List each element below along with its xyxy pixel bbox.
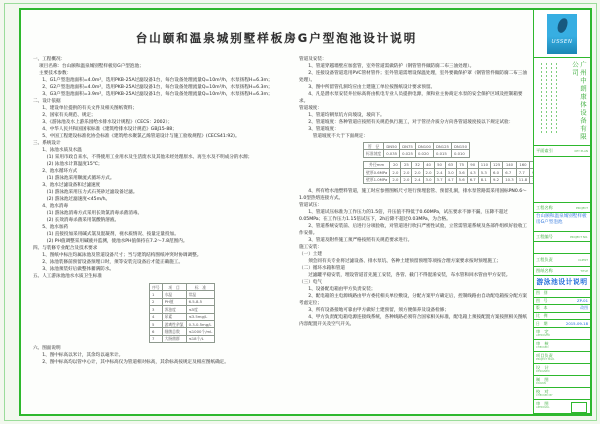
text-line: (1) 游泳池消毒方式采用长效氯消毒杀菌消毒。 <box>33 211 143 216</box>
text-line: 过滤罐平稳安装，埋设管道首先施工安装，各管、截门不得混淆安装，布水管和回水管由甲方安装。 <box>299 273 511 279</box>
page-title: 台山颐和温泉城别墅样板房G户型泡池设计说明 <box>135 31 418 45</box>
table-cell: 细菌总数 <box>162 328 186 335</box>
table-cell: 32 <box>412 161 423 168</box>
water-quality-table <box>149 283 215 343</box>
table-cell: 3.6 <box>456 169 467 176</box>
table-cell: 水温 <box>162 291 186 298</box>
sheet-title-label-en: TITLE <box>580 269 588 273</box>
table-cell: 游离性余氯 <box>162 321 186 328</box>
table-cell: DN150 <box>451 143 469 150</box>
table-cell: 2.4 <box>434 169 445 176</box>
text-line: 5、池水加药 <box>33 225 69 230</box>
company-contact-lines <box>538 61 571 142</box>
table-row <box>150 298 215 305</box>
table-cell: 大肠菌群 <box>162 335 186 342</box>
company-name: 广州中朗康体设备有限公司 <box>571 61 587 141</box>
keyplan-box <box>534 157 590 203</box>
table-cell: ≤5度 <box>186 306 215 313</box>
project-no-label-row <box>534 232 590 242</box>
meta-row-date <box>534 320 590 328</box>
table-cell: 3.7 <box>434 176 445 183</box>
text-line: 主要技术参数： <box>33 71 72 76</box>
text-line: 2、G2户型泡池面积=4.0m²，选用PKB-25A过滤设备1台，每台设备处理流量Q=10m³/h，水泵扬程H=6.3m； <box>33 85 273 90</box>
sign-label: 审 定 <box>536 328 549 334</box>
sign-row-checked <box>534 340 590 352</box>
text-line: 1、管道均朝泵坑方向坡设，坡向下。 <box>299 113 385 118</box>
text-line: （二）循环水箱和管道 <box>299 266 345 272</box>
table-cell: 2.4 <box>412 176 423 183</box>
text-line: 4、所有给水池塑料管道，施工时应参照图纸尺寸进行预埋套管、预留孔洞，排水泵管路需采用国标PN0.6～1.0型热熔连接方式。 <box>299 189 527 202</box>
company-block <box>534 58 590 146</box>
text-line: 4、中华人民共和国国家标准《建筑给排水设计规范》GBJ15-88； <box>33 127 177 132</box>
table-cell: 50 <box>434 161 445 168</box>
project-no-label: 工程编号 <box>536 233 553 239</box>
table-row <box>150 328 215 335</box>
text-line: 4、池水消毒 <box>33 204 69 209</box>
section-drawing-notes <box>33 345 289 366</box>
table-cell: 4.7 <box>445 176 456 183</box>
text-line: 2、连接设备管道选用PVC管材管件；室外管道需增设保温处理，室外要做保护罩（钢管管件做防腐二布三油处理）。 <box>299 71 527 83</box>
text-line: 2、泳池装修前预留设备预埋口时，须等安装完设备后才能正确施工。 <box>33 260 183 265</box>
table-cell: 2.0 <box>401 169 412 176</box>
sign-label: 设 计 <box>536 364 549 370</box>
table-cell: DN100 <box>415 143 433 150</box>
section-pressure-test-and-construction <box>299 202 528 328</box>
table-cell: 3.0 <box>445 169 456 176</box>
table-cell: 壁厚1.0MPa <box>364 176 390 183</box>
table-row <box>150 335 215 342</box>
section-overview-and-design <box>33 56 289 280</box>
table-cell: 6.7 <box>467 176 478 183</box>
table-row <box>150 291 215 298</box>
text-line: 管道试压： <box>299 203 322 209</box>
table-cell: 管 径 <box>364 143 384 150</box>
right-column <box>299 56 528 366</box>
text-line: 3、管道及附件施工须严格按照有关规范要求进行。 <box>299 238 413 244</box>
table-cell: 0.015 <box>433 150 451 157</box>
table-cell: 5.3 <box>478 169 490 176</box>
table-cell: ≤1000个/mL <box>186 328 215 335</box>
table-cell: 5 <box>150 321 163 328</box>
sheet-title-label: 图纸名称 <box>536 268 553 273</box>
table-cell: 6 <box>150 328 163 335</box>
table-cell: 2.0 <box>412 169 423 176</box>
keyplan-label-row <box>534 146 590 157</box>
table-cell: 20 <box>390 161 401 168</box>
table-cell: 2.0 <box>401 176 412 183</box>
table-cell: 75 <box>456 161 467 168</box>
table-cell: 1 <box>150 291 163 298</box>
meta-key: 图 号 <box>536 297 548 303</box>
sign-label: 制 图 <box>536 376 549 382</box>
table-cell: ≤18个/L <box>186 335 215 342</box>
text-line: （三）电气 <box>299 280 322 286</box>
project-label: 工程名称 <box>536 204 553 210</box>
table-cell: 2.0 <box>390 169 401 176</box>
sign-label-en: APPROVAL <box>536 405 550 409</box>
client-label-en: CLIENT <box>578 258 588 262</box>
table-cell: 4 <box>150 313 163 320</box>
text-line: 3、所有设备接地可靠由甲方做好土建预留，须方便保养及设备检修； <box>299 308 449 314</box>
table-cell: 63 <box>445 161 456 168</box>
meta-row-drawing-no <box>534 298 590 306</box>
text-line: (1) 采用市政自来水，不得使用工业用水及生活废水及其他未经处理原水、再生水及不明成分的水源； <box>33 155 253 160</box>
sign-label-en: CHECKED <box>536 345 549 349</box>
table-cell: 6.7 <box>503 169 516 176</box>
table-cell: PH值 <box>162 298 186 305</box>
table-cell: 0.035 <box>384 150 400 157</box>
text-line: 2、池水循环方式 <box>33 169 78 174</box>
table-cell: 8.1 <box>478 176 490 183</box>
sign-label: 审 图 <box>536 400 549 406</box>
table-cell: 6.0 <box>490 169 502 176</box>
table-cell: 110 <box>478 161 490 168</box>
client-label-row <box>534 254 590 267</box>
table-row <box>364 169 544 176</box>
table-cell: 2.0 <box>390 176 401 183</box>
client-label: 工程负责 <box>536 257 553 262</box>
text-line: 须会同有关专业将过滤设备、排水泵坑、各种土建预留预埋等项按合理方案要求按时预埋施工； <box>299 259 502 265</box>
sign-row-designed <box>534 364 590 376</box>
text-line: 2、管道系统安装前、后进行分项验收，对管道进行吹扫严密性试验，立管需管道系统及各部件组织好验收工作安排。 <box>299 224 528 237</box>
sign-label: 校 对 <box>536 388 549 394</box>
project-name-value: 台山颐和温泉城别墅样板房G户型泡池 <box>534 213 590 232</box>
text-line: (2) PH值调整采用碱液并监测，使池水PH值保持在7.2～7.8范围内。 <box>33 239 188 244</box>
drawing-frame <box>19 8 592 416</box>
table-cell: 160 <box>516 161 529 168</box>
text-line: 项目名称：台山颐和温泉城别墅样板房G户型泡池； <box>33 64 144 69</box>
table-cell: ≤3.5mg/L <box>186 313 215 320</box>
meta-key: 版 本 <box>536 305 548 311</box>
sign-row-proofread <box>534 388 590 400</box>
table-cell: 9.2 <box>490 176 502 183</box>
table-cell: 尿素 <box>162 313 186 320</box>
sign-label: 项目负责 <box>536 352 553 358</box>
sign-label: 审 核 <box>536 340 549 346</box>
table-cell: 0.3-0.5mg/L <box>186 321 215 328</box>
text-line: 一、工程概况： <box>33 57 66 62</box>
table-row <box>150 321 215 328</box>
table-cell: 壁厚0.6MPa <box>364 169 390 176</box>
swimmer-figure-icon <box>556 17 568 34</box>
section-piping-item4 <box>299 188 528 202</box>
sign-label-en: APPROVED <box>536 333 551 337</box>
meta-value: 2015-09-18 <box>565 321 588 327</box>
table-cell: 25 <box>401 161 412 168</box>
table-cell: 0.025 <box>400 150 416 157</box>
text-line: (2) 游泳池过滤速度<45m/h。 <box>33 197 111 202</box>
text-line: 2、图中标高均以管中心计，其中标高仅为管道相对标高，其余标高按规定及相应图纸确定。 <box>33 360 229 366</box>
text-line: 2、国家有关规范、规定； <box>33 113 96 118</box>
section-piping-install <box>299 56 528 140</box>
table-cell: 6.5-8.5 <box>186 298 215 305</box>
title-block <box>533 10 590 414</box>
text-line: 五、人工游泳池池水水质卫生标准 <box>33 274 102 279</box>
meta-key: 日 期 <box>536 320 548 326</box>
project-label-row <box>534 203 590 213</box>
ussen-logo-icon <box>547 14 577 54</box>
meta-value: 改图 <box>580 305 588 311</box>
table-cell: 2.0 <box>423 169 434 176</box>
text-line: (2) 泳池水计算温度15℃； <box>33 162 103 167</box>
keyplan-label: 平面索引 <box>536 148 553 153</box>
table-row <box>150 306 215 313</box>
table-cell: 11.8 <box>516 176 529 183</box>
table-cell: 3.0 <box>423 176 434 183</box>
text-line: 1、设备配电箱由甲方负责安装； <box>299 287 376 293</box>
table-row <box>364 176 544 183</box>
pipe-slope-table <box>363 142 470 158</box>
text-line: (1) 直接投加采用碱式氯及混凝剂，视水质情况、按量定量投加。 <box>33 232 179 237</box>
text-line: 六、图面说明 <box>33 346 61 352</box>
meta-row-scale <box>534 313 590 321</box>
table-cell: 10.3 <box>503 176 516 183</box>
sign-label-en: DRAWN <box>536 381 546 385</box>
table-cell: 2 <box>150 298 163 305</box>
meta-row-category <box>534 290 590 298</box>
sign-row-project-mgr <box>534 352 590 364</box>
text-line: 1、G1户型泡池面积=4.0m²，选用PKB-25A过滤设备1台，每台设备处理流量Q=10m³/h，水泵扬程H=6.3m； <box>33 78 273 83</box>
table-cell: 5.6 <box>456 176 467 183</box>
table-cell: DN75 <box>400 143 416 150</box>
stamp-box <box>571 402 587 413</box>
meta-row-version <box>534 305 590 313</box>
table-row <box>364 143 470 150</box>
sheet-title-label-row <box>534 267 590 276</box>
text-line: 1、图纸中标注均属泳池及管道设备尺寸；当与建筑结构图纸冲突时协调调整。 <box>33 253 202 258</box>
table-cell: 常温 <box>186 291 215 298</box>
text-line: 3、泳池须装好后做整体蓄满防水。 <box>33 267 115 272</box>
meta-key: 比 例 <box>536 313 548 319</box>
text-line: 3、G3户型泡池面积=3.9m²，选用PKB-25A过滤设备1台，每台设备处理流量Q=10m³/h，水泵扬程H=6.3m； <box>33 92 273 97</box>
meta-key: 图 别 <box>536 290 548 296</box>
table-cell: 7.7 <box>516 169 529 176</box>
text-line: 3、图中所留管孔洞均应由土建施工单位按图纸设计要求预留。 <box>299 85 436 90</box>
text-line: 施工安装： <box>299 245 322 251</box>
spec-content <box>21 10 532 414</box>
text-line: 1、管道试压标准为工作压力的1.5倍，升压值不得低于0.60MPa，试压要求不渗不漏，压降不超过0.05MPa；在工作压力1.15倍试压下，2h后降不超过0.03MPa，为合格。 <box>299 210 508 223</box>
brand-name: USSEN <box>551 38 573 45</box>
pipe-spec-table <box>363 161 544 184</box>
table-cell: 140 <box>503 161 516 168</box>
sign-row-drawn <box>534 376 590 388</box>
table-cell: DN125 <box>433 143 451 150</box>
text-line: (2) 长效消毒杀菌采用氯酸钠溶液。 <box>33 218 120 223</box>
table-cell: 7 <box>150 335 163 342</box>
table-cell: 0.010 <box>451 150 469 157</box>
text-line: 管道及安装： <box>299 57 327 62</box>
table-cell: 序号 <box>150 284 163 291</box>
table-cell: 外径mm <box>364 161 390 168</box>
project-no-label-en: PROJECT NO. <box>569 234 588 239</box>
sign-label-en: CHECKED BY <box>536 393 553 397</box>
text-line: 2、配电箱的主电源线路由甲方委托相关单位敷设，分配方案甲方确定后，控制线路由自动配电箱按分配方案考虑定位； <box>299 294 528 307</box>
sign-label-en: PROJECT MGR. <box>536 357 555 361</box>
text-line: 5、中国工程建设标准化协会标准《建筑给水聚氯乙烯管道设计与施工验收规程》(CECS41:92)。 <box>33 134 240 139</box>
text-line: （一）土建 <box>299 252 322 258</box>
table-cell: 标 准 <box>186 284 215 291</box>
table-cell: 40 <box>423 161 434 168</box>
meta-value: ZP-01 <box>576 298 588 304</box>
table-cell: 125 <box>490 161 502 168</box>
text-line: (1) 游泳池采用压力式石英砂过滤设备过滤。 <box>33 190 138 195</box>
text-line: 1、建设单位提供的有关文件及相关图纸资料； <box>33 106 137 111</box>
project-label-en: PROJECT <box>575 205 588 210</box>
text-line: 1、管道穿越墙壁应加套管，室外管道需做防护（钢管管件做防腐二布三油处理）。 <box>299 64 475 69</box>
text-line: 四、与装修专业配合及技术要求 <box>33 246 98 251</box>
keyplan-label-en: KEY PLAN <box>574 149 588 153</box>
text-line: 4、甲方负责配电箱电源连接线系统，各种线路必须符合国家相关标准，配电箱上须按配置方案按照相关图纸内容配置开关及空气开关。 <box>299 315 528 328</box>
table-cell: 标准坡度 <box>364 150 384 157</box>
table-cell: DN50 <box>384 143 400 150</box>
text-line: 3、池水过滤设备和过滤速度 <box>33 183 101 188</box>
project-no-value <box>534 242 590 254</box>
table-row <box>364 150 470 157</box>
text-line: 1、泳池水质及水温 <box>33 148 82 153</box>
table-cell: 浑浊度 <box>162 306 186 313</box>
table-cell: 4.3 <box>467 169 478 176</box>
text-line: 二、设计依据 <box>33 99 61 104</box>
text-line: 3、管道坡度： <box>299 127 339 132</box>
spec-columns <box>21 46 532 366</box>
company-logo <box>534 10 590 58</box>
text-line: 管道坡度： <box>299 106 322 111</box>
sign-label-en: DESIGNED <box>536 369 550 373</box>
text-line: 三、系统设计 <box>33 141 61 146</box>
text-line: 管道坡度不大于下面规定： <box>299 134 368 139</box>
sign-row-approved <box>534 328 590 340</box>
table-cell: 3 <box>150 306 163 313</box>
text-line: (1) 游泳池采用顺流式循环方式。 <box>33 176 115 181</box>
table-cell: 90 <box>467 161 478 168</box>
table-row <box>150 313 215 320</box>
text-line: 1、图中标高以米计，其余均以毫米计。 <box>33 353 124 359</box>
text-line: 3、《游泳池及水上游乐园给水排水设计规程》（CECS：2002）； <box>33 120 173 125</box>
text-line: 2、管道坡度：各种管道应按照有关规范执行施工，对于管径介质分方向各管道坡度按以下规定试验： <box>299 120 514 125</box>
table-row <box>364 161 544 168</box>
text-line: 4、凡是潜水泵安装井位标高将由机电专业人员提供电源，须和业主协商定水泵的安全保护区域及控制箱要求。 <box>299 92 523 104</box>
table-cell: 0.020 <box>415 150 433 157</box>
left-column <box>33 56 289 366</box>
table-row <box>150 284 215 291</box>
sheet-title-value: 游泳池设计说明 <box>534 276 590 290</box>
sign-row-review <box>534 400 590 414</box>
table-cell: 项 目 <box>162 284 186 291</box>
